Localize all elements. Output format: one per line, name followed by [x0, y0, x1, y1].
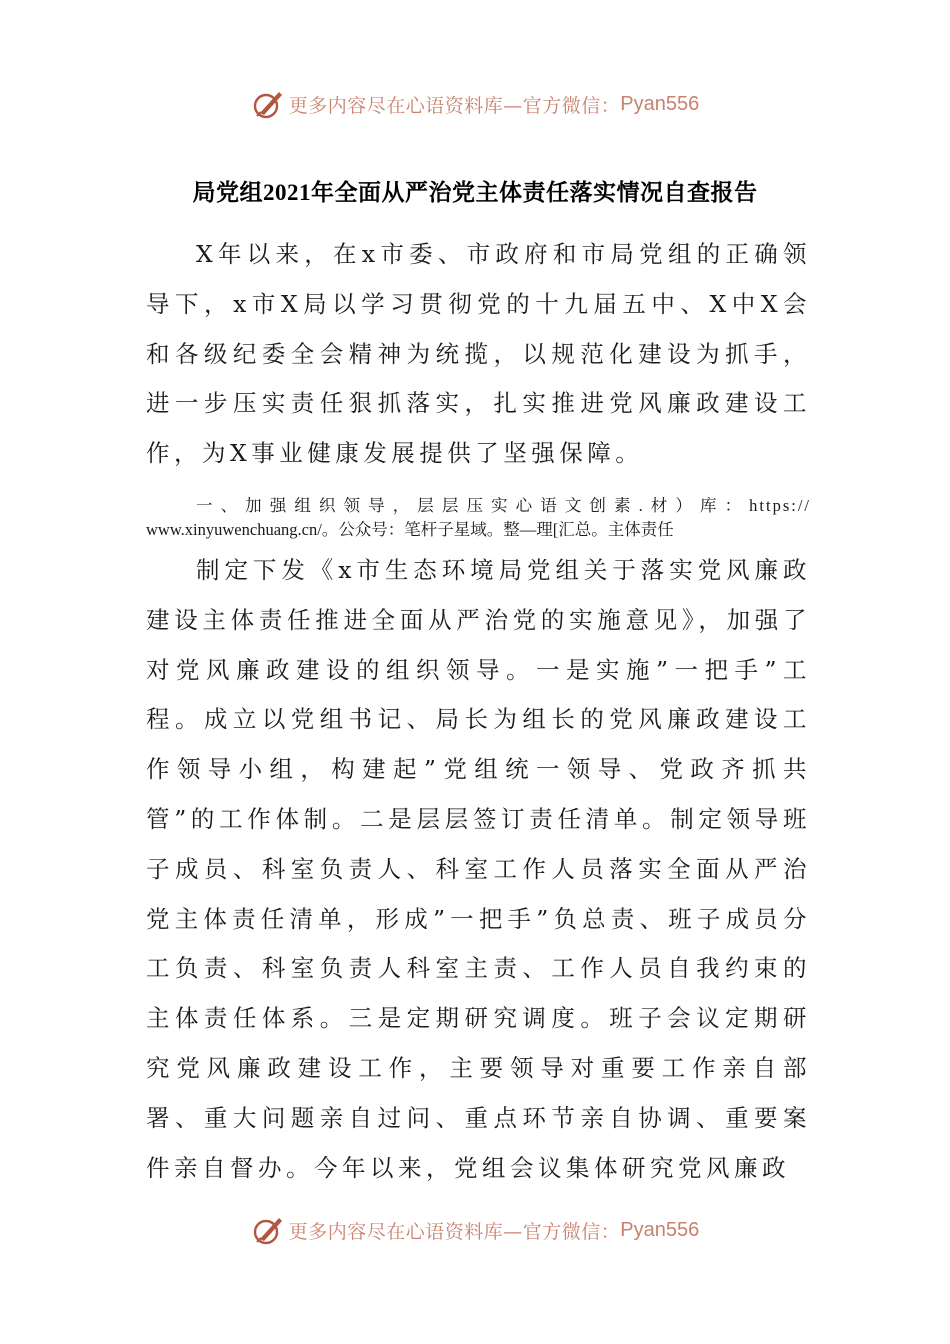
- section-heading-note: [146, 494, 811, 542]
- banner-wechat-id: Pyan556: [620, 92, 700, 115]
- note-line-1: 一、加强组织领导，层层压实心语文创素.材）库：https://: [196, 496, 811, 515]
- header-banner: [0, 84, 950, 124]
- banner-wechat-id: Pyan556: [620, 1218, 700, 1241]
- note-line-2: www.xinyuwenchuang.cn/。公众号：笔杆子星域。整—理[汇总。主体责任: [146, 520, 674, 539]
- footer-banner: [0, 1210, 950, 1250]
- document-title: 局党组2021年全面从严治党主体责任落实情况自查报告: [192, 180, 758, 205]
- pen-feather-icon: [251, 1213, 285, 1247]
- banner-text: 更多内容尽在心语资料库—官方微信：: [288, 1220, 621, 1243]
- paragraph-body: 制定下发《x市生态环境局党组关于落实党风廉政建设主体责任推进全面从严治党的实施意见》，加强了对党风廉政建设的组织领导。一是实施”一把手”工程。成立以党组书记、局长为组长的党风廉政建设工作领导小组，构建起”党组统一领导、党政齐抓共管”的工作体制。二是层层签订责任清单。制定领导班子成员、科室负责人、科室工作人员落实全面从严治党主体责任清单，形成”一把手”负总责、班子成员分工负责、科室负责人科室主责、工作人员自我约束的主体责任体系。三是定期研究调度。班子会议定期研究党风廉政建设工作，主要领导对重要工作亲自部署、重大问题亲自过问、重点环节亲自协调、重要案件亲自督办。今年以来，党组会议集体研究党风廉政: [146, 556, 811, 1182]
- banner-text: 更多内容尽在心语资料库—官方微信：: [288, 94, 621, 117]
- paragraph-intro: X年以来，在x市委、市政府和市局党组的正确领导下，x市X局以学习贯彻党的十九届五中、X中X会和各级纪委全会精神为统揽，以规范化建设为抓手，进一步压实责任狠抓落实，扎实推进党风廉政建设工作，为X事业健康发展提供了坚强保障。: [146, 240, 811, 468]
- pen-feather-icon: [251, 87, 285, 121]
